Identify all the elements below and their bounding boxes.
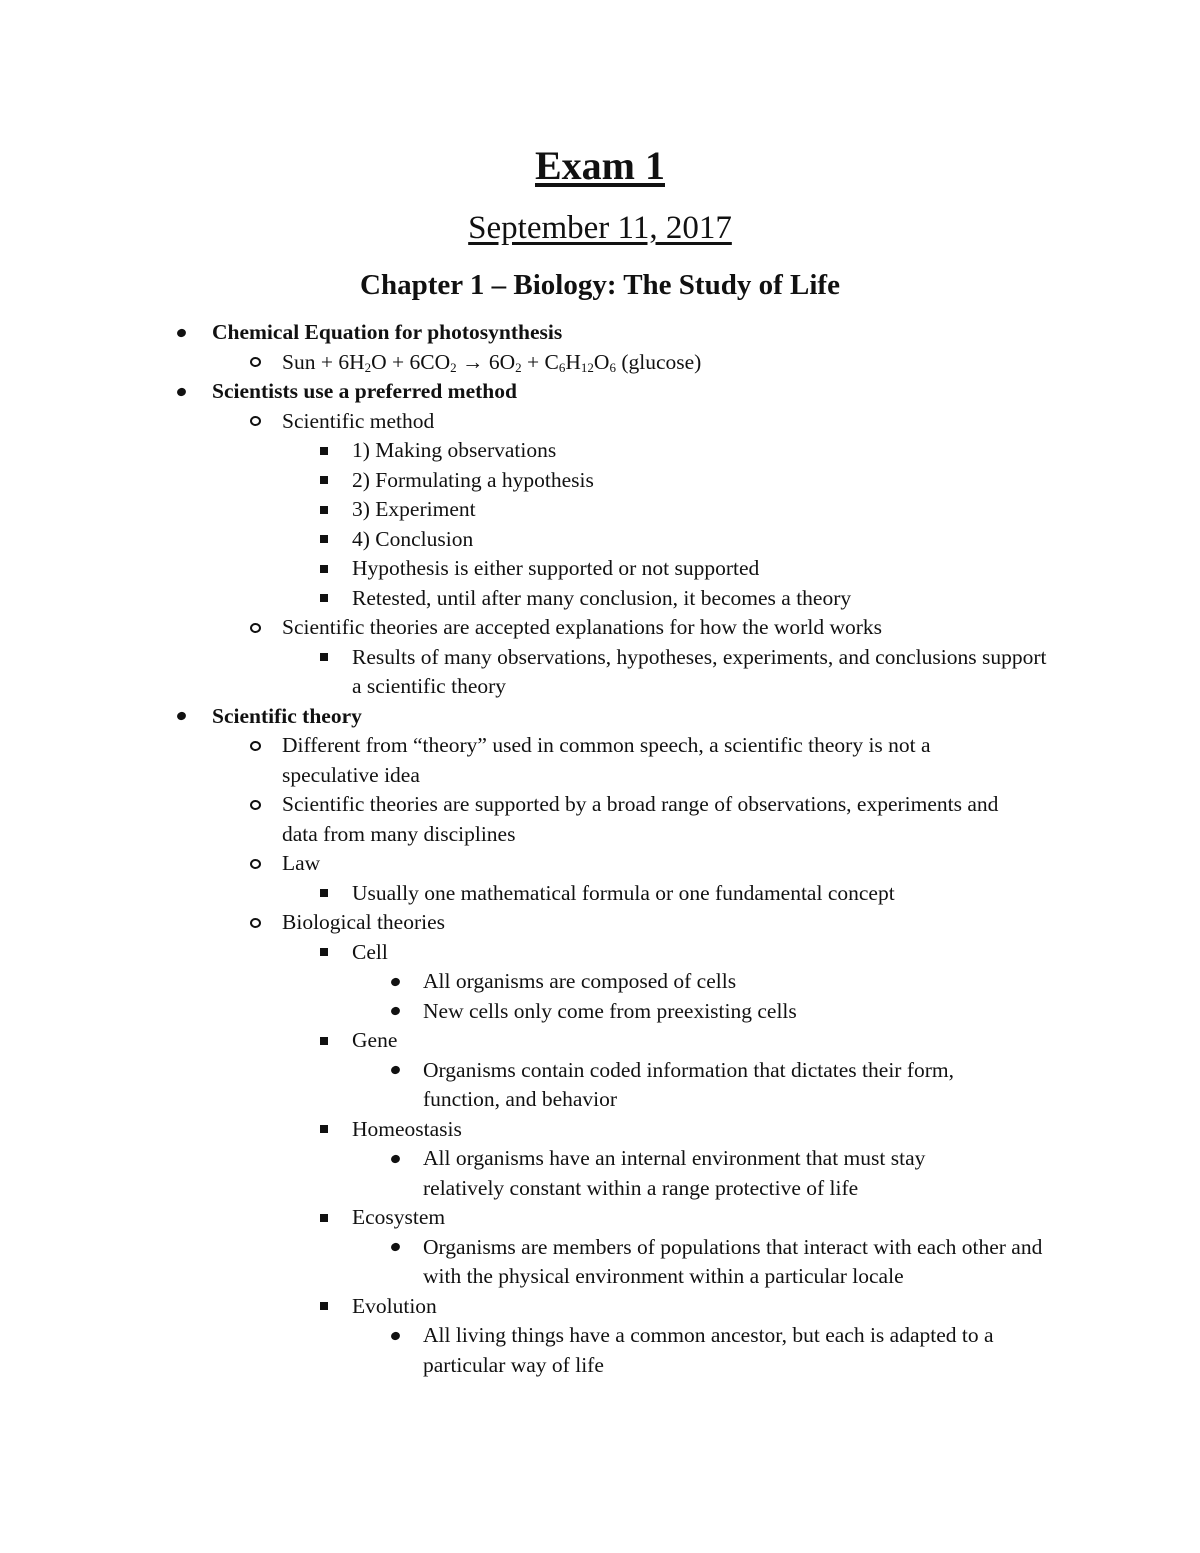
bullet-square-icon — [317, 466, 331, 496]
outline-item-text: Biological theories — [282, 910, 446, 934]
outline-item — [0, 1144, 1200, 1203]
outline-item-text: Usually one mathematical formula or one fundamental concept — [352, 880, 895, 905]
outline-item — [0, 1321, 1200, 1380]
page-date: September 11, 2017 — [468, 210, 732, 246]
bullet-square-icon — [317, 525, 331, 555]
outline-item — [0, 1026, 1200, 1056]
outline-item-text: 4) Conclusion — [352, 526, 474, 551]
bullet-square-icon — [317, 879, 331, 909]
outline-item-text: Results of many observations, hypotheses, experiments, and conclusions support a scientific theory — [352, 644, 1047, 698]
page-title: Exam 1 — [535, 143, 665, 188]
outline-item — [0, 554, 1200, 584]
photosynthesis-equation: Sun + $6H_2O + 6CO_2 \to 6O_2 + C_6H_{12}O_6$ (glucose) — [282, 349, 702, 375]
outline-item-text: Scientific theories are supported by a broad range of observations, experiments and data from many disciplines — [282, 792, 999, 846]
bullet-square-icon — [317, 1115, 331, 1145]
outline-item — [0, 908, 1200, 938]
bullet-square-icon — [317, 554, 331, 584]
outline-item-text: Gene — [352, 1028, 398, 1052]
outline-item — [0, 790, 1200, 849]
outline-item — [0, 348, 1200, 378]
outline-item-text: Scientists use a preferred method — [212, 379, 517, 403]
outline-item — [0, 1056, 1200, 1115]
bullet-dot-icon — [388, 1321, 402, 1351]
outline-item-text: Retested, until after many conclusion, it becomes a theory — [352, 585, 852, 610]
outline-item-text: Scientific method — [282, 408, 435, 433]
outline-item — [0, 938, 1200, 968]
bullet-square-icon — [317, 1203, 331, 1233]
outline-item — [0, 613, 1200, 643]
outline-item-text: Hypothesis is either supported or not supported — [352, 556, 760, 580]
outline-item-text: Law — [282, 851, 321, 875]
outline-item-text: Chemical Equation for photosynthesis — [212, 320, 563, 344]
bullet-square-icon — [317, 1026, 331, 1056]
outline-item — [0, 967, 1200, 997]
notes-outline — [0, 318, 1200, 1380]
bullet-ring-icon — [248, 348, 262, 378]
bullet-dot-icon — [174, 318, 188, 348]
outline-item-text: All organisms have an internal environment that must stay relatively constant within a range protective of life — [423, 1146, 926, 1200]
outline-item — [0, 879, 1200, 909]
bullet-dot-icon — [388, 1144, 402, 1174]
bullet-square-icon — [317, 584, 331, 614]
outline-item-text: New cells only come from preexisting cells — [423, 998, 797, 1023]
outline-item — [0, 584, 1200, 614]
outline-item-text: 3) Experiment — [352, 497, 476, 521]
outline-item — [0, 997, 1200, 1027]
outline-item — [0, 377, 1200, 407]
outline-item-text: Scientific theories are accepted explanations for how the world works — [282, 615, 882, 639]
outline-item — [0, 849, 1200, 879]
outline-item — [0, 1233, 1200, 1292]
outline-item — [0, 702, 1200, 732]
outline-item — [0, 318, 1200, 348]
outline-item-text: Cell — [352, 939, 388, 964]
bullet-ring-icon — [248, 908, 262, 938]
outline-item — [0, 1203, 1200, 1233]
bullet-ring-icon — [248, 849, 262, 879]
outline-item — [0, 495, 1200, 525]
outline-item-text: Homeostasis — [352, 1116, 462, 1141]
outline-item — [0, 1115, 1200, 1145]
outline-item — [0, 466, 1200, 496]
outline-item-text: Evolution — [352, 1293, 437, 1318]
bullet-square-icon — [317, 495, 331, 525]
bullet-dot-icon — [174, 702, 188, 732]
outline-item-text: 2) Formulating a hypothesis — [352, 467, 594, 492]
outline-item-text: Organisms are members of populations that interact with each other and with the physical environment within a particular locale — [423, 1234, 1043, 1288]
bullet-square-icon — [317, 1292, 331, 1322]
bullet-dot-icon — [388, 997, 402, 1027]
bullet-dot-icon — [388, 1233, 402, 1263]
outline-item — [0, 643, 1200, 702]
outline-item — [0, 525, 1200, 555]
bullet-ring-icon — [248, 613, 262, 643]
bullet-ring-icon — [248, 731, 262, 761]
bullet-dot-icon — [388, 967, 402, 997]
bullet-square-icon — [317, 938, 331, 968]
outline-item-text: 1) Making observations — [352, 438, 557, 462]
outline-item-text: Different from “theory” used in common speech, a scientific theory is not a speculative idea — [282, 733, 931, 787]
outline-item-text: All organisms are composed of cells — [423, 969, 737, 993]
outline-item — [0, 436, 1200, 466]
bullet-square-icon — [317, 643, 331, 673]
outline-item-text: Organisms contain coded information that dictates their form, function, and behavior — [423, 1057, 954, 1111]
outline-item — [0, 1292, 1200, 1322]
bullet-dot-icon — [174, 377, 188, 407]
chapter-heading: Chapter 1 – Biology: The Study of Life — [360, 269, 840, 301]
bullet-ring-icon — [248, 790, 262, 820]
bullet-ring-icon — [248, 407, 262, 437]
outline-item-text: Scientific theory — [212, 703, 362, 728]
outline-item-text: All living things have a common ancestor, but each is adapted to a particular way of life — [423, 1323, 994, 1377]
outline-item — [0, 407, 1200, 437]
bullet-dot-icon — [388, 1056, 402, 1086]
bullet-square-icon — [317, 436, 331, 466]
outline-item — [0, 731, 1200, 790]
outline-item-text: Ecosystem — [352, 1205, 446, 1229]
